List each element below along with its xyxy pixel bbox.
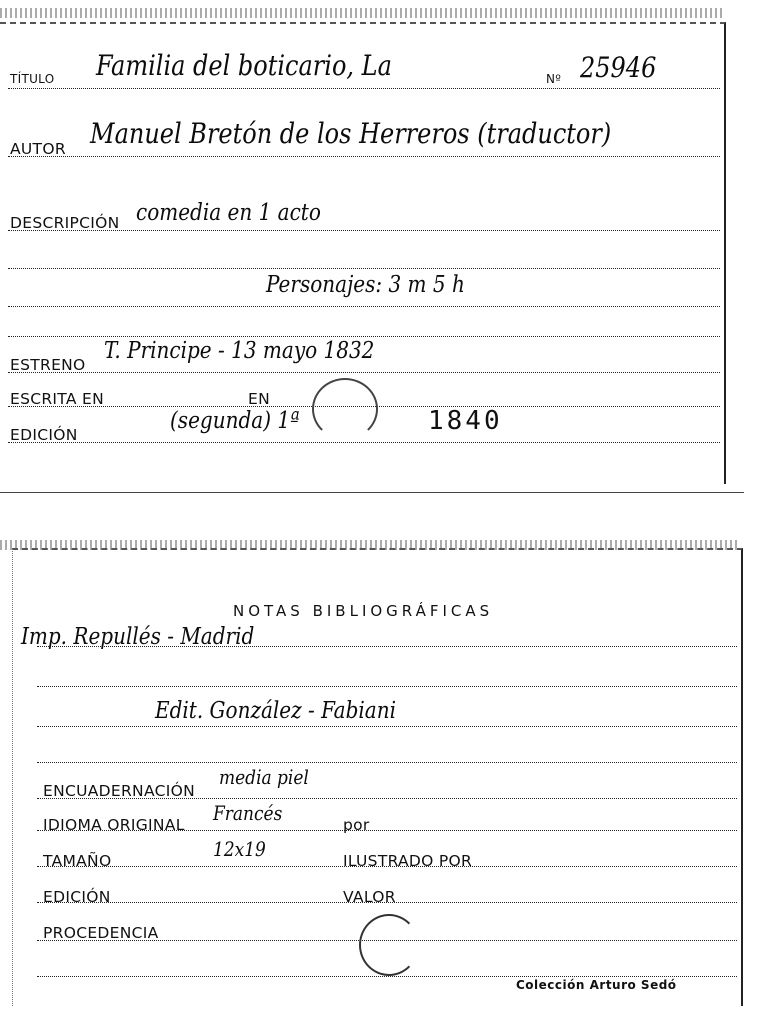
idioma-value: Francés [213, 802, 283, 826]
valor-label: VALOR [343, 888, 396, 906]
notes-line-2: Edit. González - Fabiani [155, 696, 396, 724]
edicion-value: (segunda) 1ª [170, 406, 300, 434]
por-label: por [343, 816, 370, 834]
notes-line-1: Imp. Repullés - Madrid [21, 622, 255, 650]
tamano-label: TAMAÑO [43, 852, 112, 870]
procedencia-label: PROCEDENCIA [43, 924, 159, 942]
rule [8, 88, 720, 89]
numero-label: Nº [546, 72, 562, 86]
numero-value: 25946 [580, 51, 657, 85]
escrita-label: ESCRITA EN [10, 390, 104, 408]
catalog-card-top [0, 22, 726, 484]
encuadernacion-value: media piel [219, 766, 309, 790]
estreno-label: ESTRENO [10, 356, 86, 374]
descripcion-label: DESCRIPCIÓN [10, 214, 120, 232]
rule [37, 762, 737, 763]
en-label: EN [248, 390, 270, 408]
rule [37, 976, 737, 977]
edicion-label: EDICIÓN [10, 426, 78, 444]
collection-footer: Colección Arturo Sedó [516, 978, 677, 992]
edicion-label-bottom: EDICIÓN [43, 888, 111, 906]
rule [37, 726, 737, 727]
scan-edge-top [0, 8, 724, 18]
catalog-card-bottom [12, 548, 743, 1006]
card-divider [0, 492, 744, 493]
stamp-mark [312, 378, 378, 440]
encuadernacion-label: ENCUADERNACIÓN [43, 782, 195, 800]
titulo-value: Familia del boticario, La [96, 49, 392, 83]
personajes-value: Personajes: 3 m 5 h [266, 270, 465, 298]
rule [37, 686, 737, 687]
stamp-mark-bottom [359, 914, 419, 976]
autor-value: Manuel Bretón de los Herreros (traductor) [90, 117, 612, 151]
rule [8, 306, 720, 307]
rule [8, 156, 720, 157]
descripcion-value: comedia en 1 acto [136, 198, 321, 226]
edicion-year: 1840 [428, 406, 503, 436]
rule [8, 372, 720, 373]
autor-label: AUTOR [10, 140, 66, 158]
ilustrado-label: ILUSTRADO POR [343, 852, 473, 870]
estreno-value: T. Principe - 13 mayo 1832 [104, 336, 375, 364]
rule [8, 442, 720, 443]
idioma-label: IDIOMA ORIGINAL [43, 816, 185, 834]
tamano-value: 12x19 [213, 838, 266, 862]
titulo-label: TÍTULO [10, 72, 55, 86]
notas-heading: NOTAS BIBLIOGRÁFICAS [233, 602, 494, 620]
rule [8, 268, 720, 269]
